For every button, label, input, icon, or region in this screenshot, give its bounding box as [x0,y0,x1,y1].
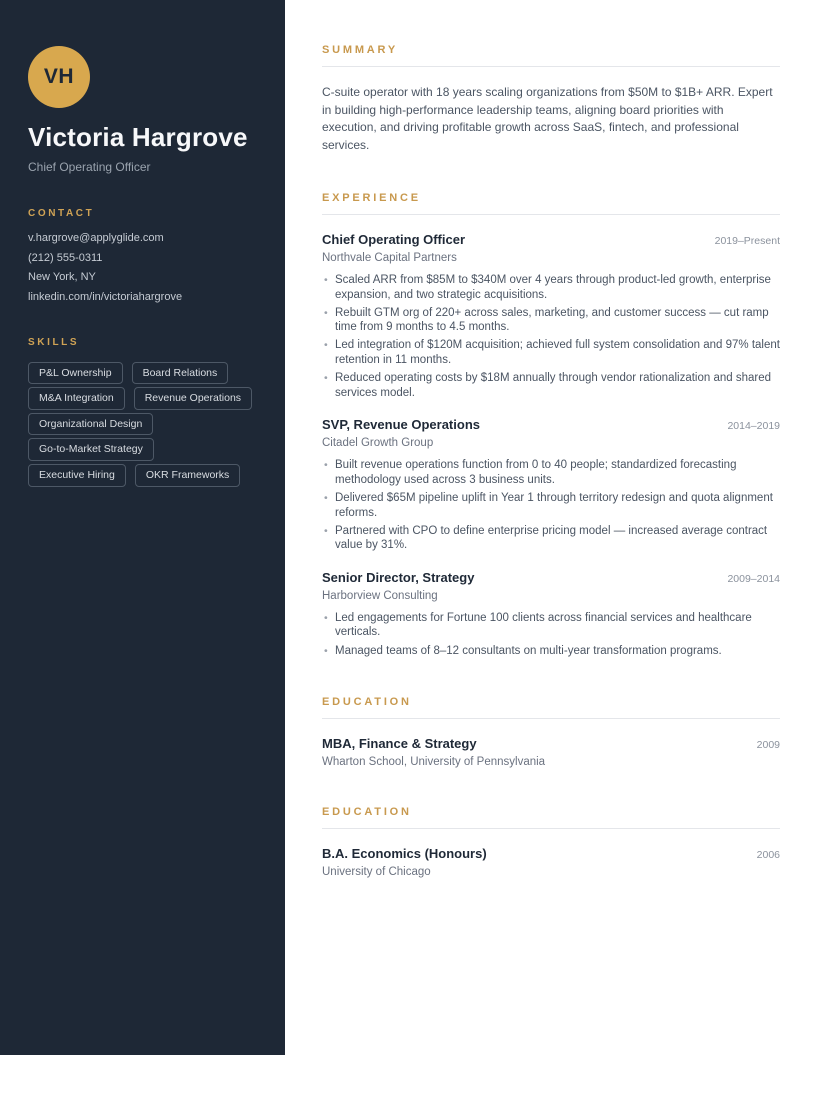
skill-tag: Executive Hiring [28,464,126,487]
contact-heading: CONTACT [28,208,95,220]
education-section [322,806,780,878]
person-name: Victoria Hargrove [28,122,248,152]
summary-text: C-suite operator with 18 years scaling organizations from $50M to $1B+ ARR. Expert in building high-performance leadership teams, aligning board priorities with execution, and driving profitable growth across SaaS, fintech, and professional services. [322,85,773,152]
experience-heading: EXPERIENCE [322,192,780,215]
job-bullet: • Led engagements for Fortune 100 clients across financial services and healthcare verticals. [322,611,780,640]
job-company: Harborview Consulting [322,589,438,602]
skill-tag: Organizational Design [28,413,153,436]
job-dates: 2019–Present [714,235,780,247]
contact-list [28,233,257,303]
summary-heading: SUMMARY [322,44,780,67]
skill-tag: Board Relations [132,362,229,385]
education-heading: EDUCATION [322,806,780,829]
education-heading: EDUCATION [322,696,780,719]
job-dates: 2014–2019 [727,420,780,433]
education-school: University of Chicago [322,866,431,879]
job-bullet: • Rebuilt GTM org of 220+ across sales, marketing, and customer success — cut ramp time from 9 months to 4.5 months. [322,306,780,335]
contact-location: New York, NY [28,271,96,284]
sidebar [0,0,285,1055]
job-bullets [322,273,780,400]
skill-tag: M&A Integration [28,387,125,410]
summary-section [322,44,780,154]
job-bullet: • Partnered with CPO to define enterprise pricing model — increased average contract value by 31%. [322,524,780,553]
job-entry [322,232,780,400]
education-degree: B.A. Economics (Honours) [322,846,487,862]
skills-list [28,362,257,487]
person-job-title: Chief Operating Officer [28,160,151,175]
resume-body [285,0,816,878]
skill-tag: Revenue Operations [134,387,252,410]
contact-phone: (212) 555-0311 [28,251,103,264]
job-title: Chief Operating Officer [322,232,466,247]
job-bullet: • Scaled ARR from $85M to $340M over 4 years through product-led growth, enterprise expansion, and two strategic acquisitions. [322,273,780,302]
skill-tag: Go-to-Market Strategy [28,438,154,461]
skills-heading: SKILLS [28,336,80,348]
contact-email: v.hargrove@applyglide.com [28,232,164,245]
education-degree: MBA, Finance & Strategy [322,736,477,752]
job-dates: 2009–2014 [727,572,780,585]
education-school: Wharton School, University of Pennsylvania [322,756,546,769]
job-entry [322,570,780,658]
job-bullet: • Led integration of $120M acquisition; achieved full system consolidation and 97% talent retention in 11 months. [322,338,780,367]
job-bullet: • Managed teams of 8–12 consultants on multi-year transformation programs. [322,644,780,659]
experience-section [322,192,780,658]
job-title: Senior Director, Strategy [322,569,475,585]
contact-linkedin: linkedin.com/in/victoriahargrove [28,290,183,303]
avatar [28,46,90,108]
education-year: 2009 [756,739,780,752]
job-bullet: • Reduced operating costs by $18M annually through vendor rationalization and shared services model. [322,371,780,400]
job-bullet: • Built revenue operations function from 0 to 40 people; standardized forecasting methodology used across 3 business units. [322,458,780,487]
skill-tag: OKR Frameworks [135,464,240,487]
job-company: Citadel Growth Group [322,437,434,450]
job-bullets [322,611,780,658]
job-bullets [322,458,780,553]
job-bullet: • Delivered $65M pipeline uplift in Year 1 through territory redesign and quota alignment reforms. [322,491,780,520]
education-entry [322,736,780,768]
avatar-initials: VH [43,65,75,88]
education-year: 2006 [756,849,780,862]
job-entry [322,417,780,553]
job-company: Northvale Capital Partners [322,252,457,264]
skill-tag: P&L Ownership [28,362,123,385]
education-entry [322,846,780,878]
education-section [322,696,780,768]
job-title: SVP, Revenue Operations [322,417,480,433]
